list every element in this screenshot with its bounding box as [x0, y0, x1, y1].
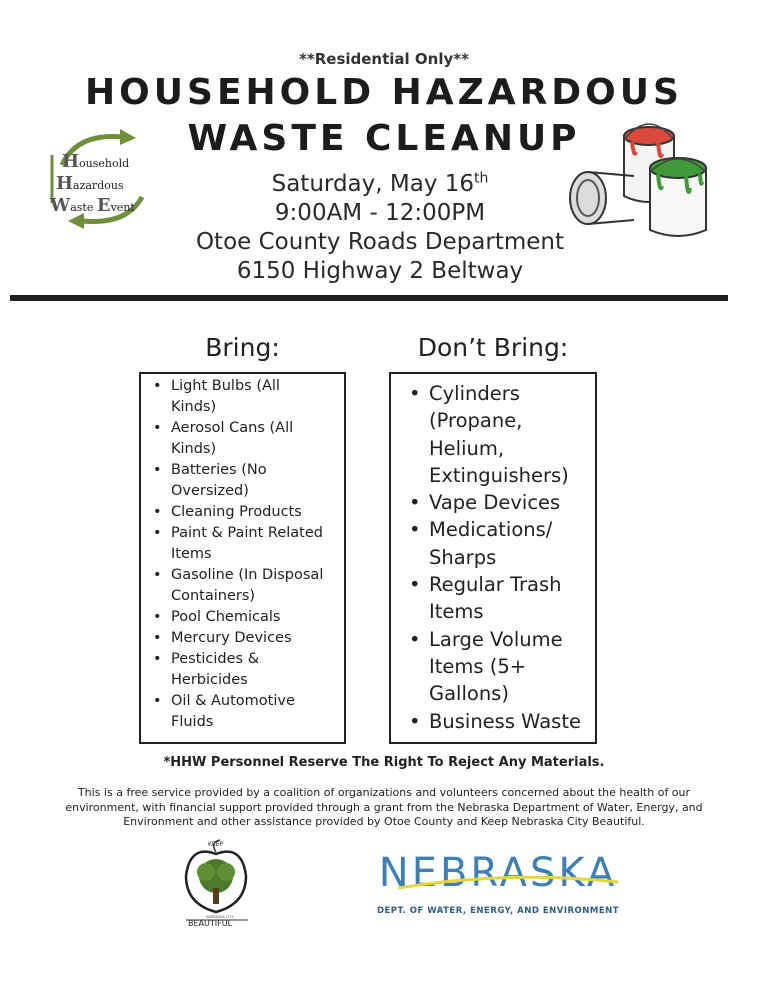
bullet-icon: •	[409, 382, 421, 405]
bring-item-line: Herbicides	[171, 672, 248, 688]
swoosh-icon	[398, 870, 618, 894]
bullet-icon: •	[153, 609, 162, 625]
bring-item-line: Kinds)	[171, 399, 217, 415]
dont-bring-item-line: Items	[429, 600, 484, 624]
dont-bring-item-line: Business Waste	[429, 709, 581, 733]
bring-item-line: Fluids	[171, 714, 214, 730]
dont-bring-list	[407, 380, 589, 735]
dont-bring-item-line: Regular Trash	[429, 573, 562, 597]
keep-nebraska-city-beautiful-logo	[180, 838, 255, 928]
bring-item	[151, 523, 336, 565]
bullet-icon: •	[153, 525, 162, 541]
dont-bring-item-line: Items (5+	[429, 654, 527, 678]
dont-bring-item	[407, 626, 589, 708]
bullet-icon: •	[153, 630, 162, 646]
fine-print-line-2: environment, with financial support provided through a grant from the Nebraska Department of Water, Energy, and	[65, 800, 703, 814]
bullet-icon: •	[153, 462, 162, 478]
bring-item-line: Gasoline (In Disposal	[171, 567, 324, 583]
bullet-icon: •	[409, 491, 421, 515]
bring-item	[151, 691, 336, 733]
dont-bring-item-line: Medications/	[429, 518, 553, 542]
dont-bring-item-line: Helium,	[429, 436, 505, 460]
bring-list-box	[139, 372, 346, 744]
bring-item-line: Paint & Paint Related	[171, 525, 323, 541]
bring-item-line: Pesticides &	[171, 651, 260, 667]
fine-print	[50, 786, 718, 830]
knb-middle-text: NEBRASKA CITY	[206, 915, 234, 919]
bullet-icon: •	[409, 573, 421, 597]
bring-item-line: Containers)	[171, 588, 256, 604]
divider-rule	[10, 295, 728, 301]
bring-item-line: Cleaning Products	[171, 504, 302, 520]
bring-item	[151, 628, 336, 649]
knb-top-text: KEEP	[208, 841, 224, 848]
paint-can-icon	[562, 118, 722, 248]
event-date: Saturday, May 16th	[271, 170, 489, 197]
bring-item	[151, 418, 336, 460]
bring-heading: Bring:	[205, 333, 280, 362]
bring-item-line: Kinds)	[171, 441, 217, 457]
bring-item-line: Light Bulbs (All	[171, 378, 280, 394]
event-location: Otoe County Roads Department	[195, 229, 565, 255]
bring-item	[151, 607, 336, 628]
apple-tree-icon	[180, 838, 255, 928]
hhw-line-1: Household	[62, 151, 130, 172]
bullet-icon: •	[153, 651, 162, 667]
event-address: 6150 Highway 2 Beltway	[236, 258, 524, 284]
dont-bring-item	[407, 571, 589, 626]
title-line-1: HOUSEHOLD HAZARDOUS	[85, 72, 683, 113]
dont-bring-item-line: Cylinders	[429, 382, 520, 405]
bring-item	[151, 565, 336, 607]
hhw-line-2: Hazardous	[56, 173, 124, 194]
bring-item-line: Aerosol Cans (All	[171, 420, 294, 436]
dont-bring-item-line: Gallons)	[429, 682, 509, 706]
nebraska-wordmark: NEBRASKA	[378, 850, 618, 896]
nebraska-dwee-logo	[368, 850, 628, 922]
fine-print-line-3: Environment and other assistance provided by Otoe County and Keep Nebraska City Beautiful.	[123, 815, 645, 828]
dont-bring-item-line: Sharps	[429, 545, 497, 569]
dont-bring-list-box	[389, 372, 597, 744]
dont-bring-item-line: Large Volume	[429, 627, 563, 651]
bullet-icon: •	[409, 627, 421, 651]
bring-item-line: Batteries (No	[171, 462, 267, 478]
bring-item-line: Items	[171, 546, 212, 562]
dont-bring-item-line: (Propane,	[429, 409, 523, 433]
dont-bring-item	[407, 516, 589, 571]
event-details	[160, 170, 600, 286]
bring-item	[151, 376, 336, 418]
bring-item-line: Mercury Devices	[171, 630, 292, 646]
hhw-event-logo	[42, 125, 162, 235]
bullet-icon: •	[409, 518, 421, 542]
bring-item-line: Pool Chemicals	[171, 609, 281, 625]
residential-only-note: **Residential Only**	[299, 50, 469, 68]
bullet-icon: •	[153, 420, 162, 436]
bring-item	[151, 649, 336, 691]
paint-cans-illustration	[562, 118, 722, 248]
reject-note: *HHW Personnel Reserve The Right To Reject Any Materials.	[163, 755, 605, 770]
knb-bottom-text: BEAUTIFUL	[188, 919, 233, 928]
dont-bring-item	[407, 489, 589, 516]
bring-item	[151, 460, 336, 502]
bullet-icon: •	[153, 693, 162, 709]
bring-item	[151, 502, 336, 523]
dont-bring-heading: Don’t Bring:	[417, 333, 569, 362]
dont-bring-item-line: Vape Devices	[429, 491, 561, 515]
bring-item-line: Oil & Automotive	[171, 693, 295, 709]
bring-list	[151, 376, 336, 733]
bullet-icon: •	[153, 567, 162, 583]
bring-item-line: Oversized)	[171, 483, 249, 499]
dont-bring-item	[407, 708, 589, 735]
bullet-icon: •	[409, 709, 421, 733]
bullet-icon: •	[153, 504, 162, 520]
bullet-icon: •	[153, 378, 162, 394]
title-line-2: WASTE CLEANUP	[187, 118, 581, 159]
event-time: 9:00AM - 12:00PM	[274, 200, 486, 226]
dont-bring-item	[407, 380, 589, 489]
fine-print-line-1: This is a free service provided by a coalition of organizations and volunteers concerned about the health of our	[77, 786, 691, 799]
nebraska-dept-subtitle: DEPT. OF WATER, ENERGY, AND ENVIRONMENT	[376, 906, 620, 916]
dont-bring-item-line: Extinguishers)	[429, 463, 569, 487]
hhw-line-3: Waste Event	[50, 195, 135, 216]
